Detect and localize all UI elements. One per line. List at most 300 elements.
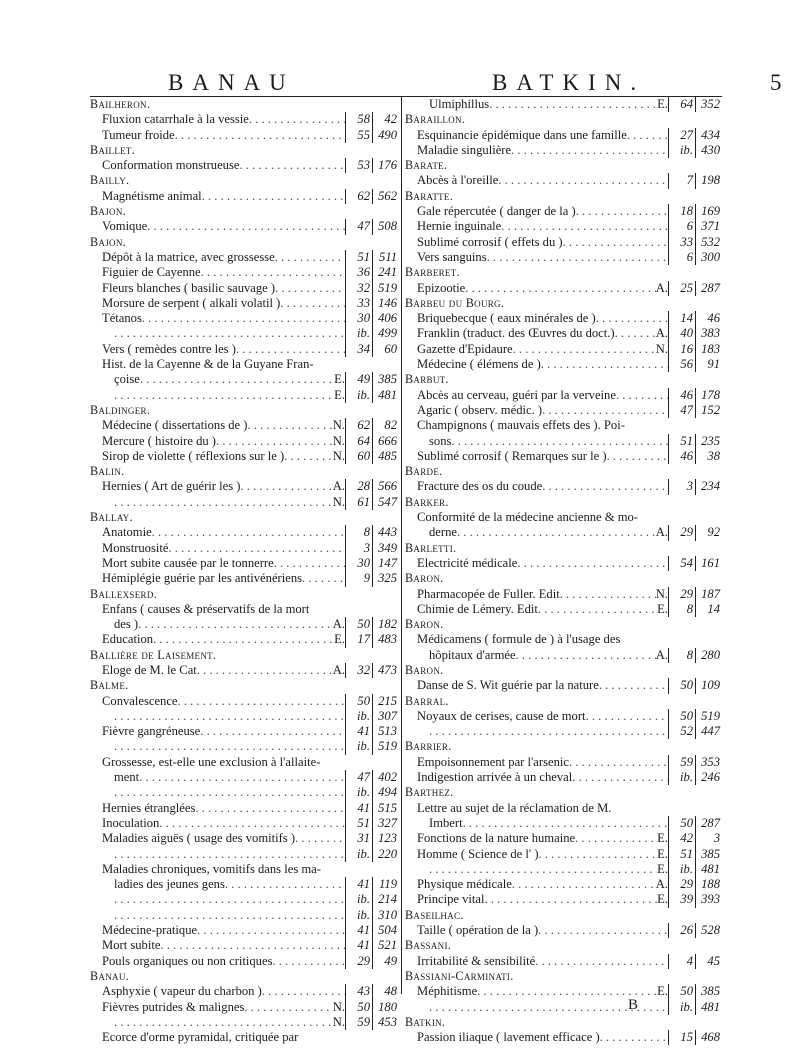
page-ref: 180 (372, 1000, 398, 1015)
author-heading (405, 694, 721, 709)
volume-number: ib. (345, 388, 372, 403)
index-entry (90, 694, 398, 709)
volume-number: 50 (668, 709, 695, 724)
dot-leader (451, 434, 668, 449)
page-ref: 234 (695, 479, 721, 494)
dot-leader (142, 311, 345, 326)
volume-number: 41 (345, 923, 372, 938)
page-ref: 406 (372, 311, 398, 326)
index-entry (405, 587, 721, 602)
page-ref: 215 (372, 694, 398, 709)
author-name: Baron. (405, 571, 444, 586)
entry-title: des ) (114, 617, 139, 632)
page-ref: 287 (695, 816, 721, 831)
dot-leader (216, 434, 333, 449)
page-ref: 532 (695, 235, 721, 250)
dot-leader (429, 862, 657, 877)
volume-number: 49 (345, 372, 372, 387)
author-heading (405, 969, 721, 984)
journal-code: E. (657, 892, 668, 907)
page-ref: 468 (695, 1030, 721, 1045)
dot-leader (202, 189, 345, 204)
index-entry (90, 862, 398, 877)
page-ref: 504 (372, 923, 398, 938)
volume-number: ib. (668, 770, 695, 785)
dot-leader (607, 449, 668, 464)
author-heading (405, 1015, 721, 1030)
volume-number: 32 (345, 663, 372, 678)
volume-number: 3 (668, 479, 695, 494)
page-ref: 481 (695, 1000, 721, 1015)
page-ref: 300 (695, 250, 721, 265)
index-entry (90, 770, 398, 785)
entry-title: Empoisonnement par l'arsenic (417, 754, 569, 769)
page-ref: 220 (372, 847, 398, 862)
page-ref: 42 (372, 112, 398, 127)
index-entry (90, 128, 398, 143)
author-name: Bassani. (405, 938, 452, 953)
volume-number: 29 (668, 877, 695, 892)
volume-number: 39 (668, 892, 695, 907)
entry-title: Maladies chroniques, vomitifs dans les ma- (102, 861, 321, 876)
journal-code: N. (332, 494, 345, 509)
entry-title: Fleurs blanches ( basilic sauvage ) (102, 280, 276, 295)
index-entry (90, 984, 398, 999)
page-ref: 60 (372, 342, 398, 357)
volume-number: 58 (345, 112, 372, 127)
index-entry (90, 449, 398, 464)
entry-title: sons (429, 433, 452, 448)
index-entry (405, 923, 721, 938)
author-name: Bajon. (90, 204, 126, 219)
dot-leader (465, 281, 655, 296)
author-name: Barral. (405, 693, 449, 708)
volume-number: 51 (345, 250, 372, 265)
volume-number: 30 (345, 556, 372, 571)
page-ref: 147 (372, 556, 398, 571)
dot-leader (114, 709, 345, 724)
index-entry (405, 97, 721, 112)
index-entry (405, 770, 721, 785)
dot-leader (489, 97, 657, 112)
entry-title: Fracture des os du coude (417, 479, 543, 494)
index-entry (405, 418, 721, 433)
volume-number: 53 (345, 158, 372, 173)
volume-number: ib. (345, 847, 372, 862)
page-ref: 183 (695, 342, 721, 357)
page-number: 5 (770, 70, 782, 95)
entry-title: Mort subite (102, 938, 161, 953)
dot-leader (140, 372, 334, 387)
index-entry (90, 801, 398, 816)
entry-title: Anatomie (102, 525, 152, 540)
page-ref: 310 (372, 908, 398, 923)
dot-leader (542, 479, 668, 494)
index-entry (405, 250, 721, 265)
entry-title: Indigestion arrivée à un cheval (417, 770, 573, 785)
page-ref: 246 (695, 770, 721, 785)
volume-number: 3 (345, 541, 372, 556)
page-ref: 45 (695, 954, 721, 969)
dot-leader (513, 342, 656, 357)
entry-title: Vers ( remèdes contre les ) (102, 341, 236, 356)
index-entry (405, 847, 721, 862)
volume-number: 41 (345, 938, 372, 953)
dot-leader (114, 388, 334, 403)
index-entry (405, 831, 721, 846)
dot-leader (152, 525, 345, 540)
journal-code: N. (332, 448, 345, 463)
entry-title: ladies des jeunes gens (114, 877, 225, 892)
entry-title: Médicamens ( formule de ) à l'usage des (417, 632, 621, 647)
index-entry (90, 525, 398, 540)
entry-title: Agaric ( observ. médic. ) (417, 402, 543, 417)
volume-number: 64 (668, 97, 695, 112)
entry-title: Fièvres putrides & malignes (102, 999, 245, 1014)
page-ref: 325 (372, 571, 398, 586)
dot-leader (429, 724, 668, 739)
dot-leader (175, 128, 345, 143)
index-entry (90, 1000, 398, 1015)
journal-code: N. (332, 433, 345, 448)
page-ref: 3 (695, 831, 721, 846)
entry-title: Pharmacopée de Fuller. Edit (417, 586, 560, 601)
dot-leader (114, 908, 345, 923)
dot-leader (563, 235, 668, 250)
entry-title: Danse de S. Wit guérie par la nature (417, 678, 599, 693)
entry-title: Abcès à l'oreille (417, 173, 499, 188)
right-column (405, 97, 721, 1045)
page-ref: 371 (695, 219, 721, 234)
volume-number: 41 (345, 724, 372, 739)
dot-leader (542, 403, 668, 418)
dot-leader (262, 984, 345, 999)
volume-number: 54 (668, 556, 695, 571)
author-heading (90, 204, 398, 219)
index-entry (90, 602, 398, 617)
index-entry (90, 388, 398, 403)
author-heading (90, 648, 398, 663)
index-entry (405, 311, 721, 326)
entry-title: Sublimé corrosif ( effets du ) (417, 234, 563, 249)
entry-title: hôpitaux d'armée (429, 647, 516, 662)
page-ref: 46 (695, 311, 721, 326)
entry-title: Hémiplégie guérie par les antivénériens (102, 571, 303, 586)
index-entry (405, 892, 721, 907)
entry-title: Abcès au cerveau, guéri par la verveine (417, 387, 616, 402)
volume-number: ib. (345, 908, 372, 923)
index-entry (405, 678, 721, 693)
volume-number: 52 (668, 724, 695, 739)
entry-title: Fonctions de la nature humaine (417, 831, 576, 846)
column-divider (401, 97, 402, 994)
page-ref: 241 (372, 265, 398, 280)
index-entry (90, 724, 398, 739)
page-ref: 473 (372, 663, 398, 678)
volume-number: 62 (345, 189, 372, 204)
page-ref: 352 (695, 97, 721, 112)
entry-title: Irritabilité & sensibilité (417, 953, 536, 968)
volume-number: 6 (668, 250, 695, 265)
entry-title: Conformité de la médecine ancienne & mo- (417, 510, 639, 525)
index-entry (90, 632, 398, 647)
index-entry (405, 602, 721, 617)
index-entry (90, 434, 398, 449)
dot-leader (197, 663, 333, 678)
index-entry (90, 617, 398, 632)
index-entry (90, 816, 398, 831)
dot-leader (596, 311, 668, 326)
dot-leader (569, 755, 668, 770)
dot-leader (114, 1015, 333, 1030)
volume-number: 50 (668, 678, 695, 693)
page-ref: 385 (372, 372, 398, 387)
entry-title: Tétanos (102, 311, 142, 326)
volume-number: ib. (345, 709, 372, 724)
entry-title: Esquinancie épidémique dans une famille (417, 127, 627, 142)
author-name: Baron. (405, 662, 444, 677)
volume-number: 50 (345, 617, 372, 632)
volume-number: 28 (345, 479, 372, 494)
page-ref: 402 (372, 770, 398, 785)
volume-number: 50 (668, 984, 695, 999)
author-heading (405, 739, 721, 754)
page-ref: 383 (695, 326, 721, 341)
volume-number: 8 (668, 602, 695, 617)
journal-code: A. (655, 877, 668, 892)
author-heading (90, 173, 398, 188)
volume-number: 51 (345, 816, 372, 831)
author-heading (90, 235, 398, 250)
dot-leader (249, 112, 345, 127)
index-entry (405, 326, 721, 341)
dot-leader (511, 143, 668, 158)
entry-title: Figuier de Cayenne (102, 265, 201, 280)
dot-leader (114, 892, 345, 907)
volume-number: 7 (668, 173, 695, 188)
volume-number: 34 (345, 342, 372, 357)
running-head-right: BATKIN. (492, 70, 646, 95)
index-entry (90, 219, 398, 234)
page-ref: 38 (695, 449, 721, 464)
page-ref: 176 (372, 158, 398, 173)
page-ref: 453 (372, 1015, 398, 1030)
journal-code: E. (657, 861, 668, 876)
author-name: Banau. (90, 968, 129, 983)
journal-code: A. (655, 280, 668, 295)
page-ref: 307 (372, 709, 398, 724)
index-entry (405, 816, 721, 831)
index-entry (90, 326, 398, 341)
index-entry (90, 342, 398, 357)
volume-number: 15 (668, 1030, 695, 1045)
index-entry (90, 265, 398, 280)
journal-code: A. (332, 662, 345, 677)
index-entry (405, 556, 721, 571)
volume-number: 4 (668, 954, 695, 969)
dot-leader (178, 694, 345, 709)
index-entry (405, 219, 721, 234)
entry-title: Inoculation (102, 815, 160, 830)
entry-title: ment (114, 770, 140, 785)
index-entry (90, 556, 398, 571)
author-name: Barletti. (405, 540, 457, 555)
entry-title: Médecine ( dissertations de ) (102, 418, 248, 433)
dot-leader (114, 785, 345, 800)
index-entry (90, 1015, 398, 1030)
dot-leader (457, 525, 656, 540)
dot-leader (615, 326, 656, 341)
index-entry (405, 342, 721, 357)
volume-number: 33 (345, 296, 372, 311)
entry-title: Médecine ( élémens de ) (417, 357, 541, 372)
entry-title: Ecorce d'orme pyramidal, critiquée par (102, 1030, 299, 1045)
index-entry (90, 908, 398, 923)
index-entry (405, 173, 721, 188)
author-heading (405, 265, 721, 280)
author-heading (90, 587, 398, 602)
signature-mark: B (628, 997, 639, 1013)
dot-leader (517, 556, 668, 571)
dot-leader (272, 954, 345, 969)
index-entry (90, 755, 398, 770)
dot-leader (159, 816, 345, 831)
index-entry (90, 418, 398, 433)
dot-leader (498, 173, 668, 188)
page-ref: 92 (695, 525, 721, 540)
dot-leader (275, 250, 345, 265)
author-heading (405, 372, 721, 387)
author-name: Baillet. (90, 142, 136, 157)
page-ref: 385 (695, 847, 721, 862)
entry-title: Médecine-pratique (102, 923, 198, 938)
dot-leader (295, 831, 345, 846)
dot-leader (539, 847, 658, 862)
page-ref: 353 (695, 755, 721, 770)
index-entry (405, 1000, 721, 1015)
entry-title: Homme ( Science de l' ) (417, 846, 539, 861)
index-entry (90, 495, 398, 510)
index-entry (405, 403, 721, 418)
index-entry (405, 357, 721, 372)
index-entry (405, 128, 721, 143)
index-entry (90, 663, 398, 678)
author-heading (405, 571, 721, 586)
author-name: Ballière de Laisement. (90, 647, 217, 662)
volume-number: 33 (668, 235, 695, 250)
author-heading (405, 296, 721, 311)
author-name: Baron. (405, 617, 444, 632)
entry-title: Tumeur froide (102, 127, 175, 142)
volume-number: 55 (345, 128, 372, 143)
index-entry (90, 158, 398, 173)
volume-number: 32 (345, 281, 372, 296)
dot-leader (195, 801, 345, 816)
author-heading (405, 617, 721, 632)
index-entry (90, 877, 398, 892)
entry-title: derne (429, 525, 457, 540)
journal-code: E. (334, 372, 345, 387)
entry-title: Maladie singulière (417, 142, 512, 157)
volume-number: 62 (345, 418, 372, 433)
index-entry (405, 388, 721, 403)
journal-code: N. (655, 586, 668, 601)
page-ref: 349 (372, 541, 398, 556)
entry-title: Mort subite causée par le tonnerre (102, 555, 274, 570)
page-ref: 490 (372, 128, 398, 143)
entry-title: Fièvre gangréneuse (102, 724, 201, 739)
index-entry (90, 571, 398, 586)
entry-title: Conformation monstrueuse (102, 158, 240, 173)
author-name: Batkin. (405, 1014, 446, 1029)
page-ref: 146 (372, 296, 398, 311)
author-heading (405, 464, 721, 479)
dot-leader (627, 128, 668, 143)
volume-number: 46 (668, 449, 695, 464)
index-entry (405, 525, 721, 540)
entry-title: Vers sanguins (417, 249, 487, 264)
page-ref: 188 (695, 877, 721, 892)
volume-number: ib. (345, 892, 372, 907)
journal-code: E. (657, 846, 668, 861)
entry-title: Enfans ( causes & préservatifs de la mort (102, 601, 310, 616)
page-ref: 483 (372, 632, 398, 647)
volume-number: 30 (345, 311, 372, 326)
page-ref: 430 (695, 143, 721, 158)
entry-title: Electricité médicale (417, 555, 518, 570)
author-name: Bailly. (90, 173, 130, 188)
author-heading (405, 495, 721, 510)
author-heading (405, 938, 721, 953)
dot-leader (535, 954, 668, 969)
index-entry (405, 281, 721, 296)
index-entry (90, 112, 398, 127)
dot-leader (560, 587, 656, 602)
dot-leader (284, 449, 333, 464)
journal-code: N. (332, 999, 345, 1014)
entry-title: Mercure ( histoire du ) (102, 433, 217, 448)
page-ref: 327 (372, 816, 398, 831)
entry-title: Magnétisme animal (102, 188, 202, 203)
volume-number: 47 (345, 770, 372, 785)
author-name: Barker. (405, 494, 449, 509)
dot-leader (275, 281, 345, 296)
volume-number: 25 (668, 281, 695, 296)
author-name: Barrier. (405, 739, 452, 754)
volume-number: 50 (345, 1000, 372, 1015)
entry-title: Franklin (traduct. des Œuvres du doct.) (417, 326, 615, 341)
volume-number: 50 (668, 816, 695, 831)
dot-leader (200, 724, 345, 739)
index-entry (90, 357, 398, 372)
entry-title: Taille ( opération de la ) (417, 923, 539, 938)
index-entry (405, 1030, 721, 1045)
dot-leader (572, 770, 668, 785)
dot-leader (616, 388, 668, 403)
entry-title: Hernies ( Art de guérir les ) (102, 479, 241, 494)
index-entry (90, 847, 398, 862)
volume-number: 29 (345, 954, 372, 969)
dot-leader (201, 265, 345, 280)
author-name: Barberet. (405, 265, 460, 280)
author-name: Baldinger. (90, 402, 151, 417)
dot-leader (516, 648, 656, 663)
page-ref: 499 (372, 326, 398, 341)
journal-code: N. (655, 341, 668, 356)
page-ref: 393 (695, 892, 721, 907)
volume-number: 29 (668, 525, 695, 540)
entry-title: Eloge de M. le Cat (102, 662, 197, 677)
